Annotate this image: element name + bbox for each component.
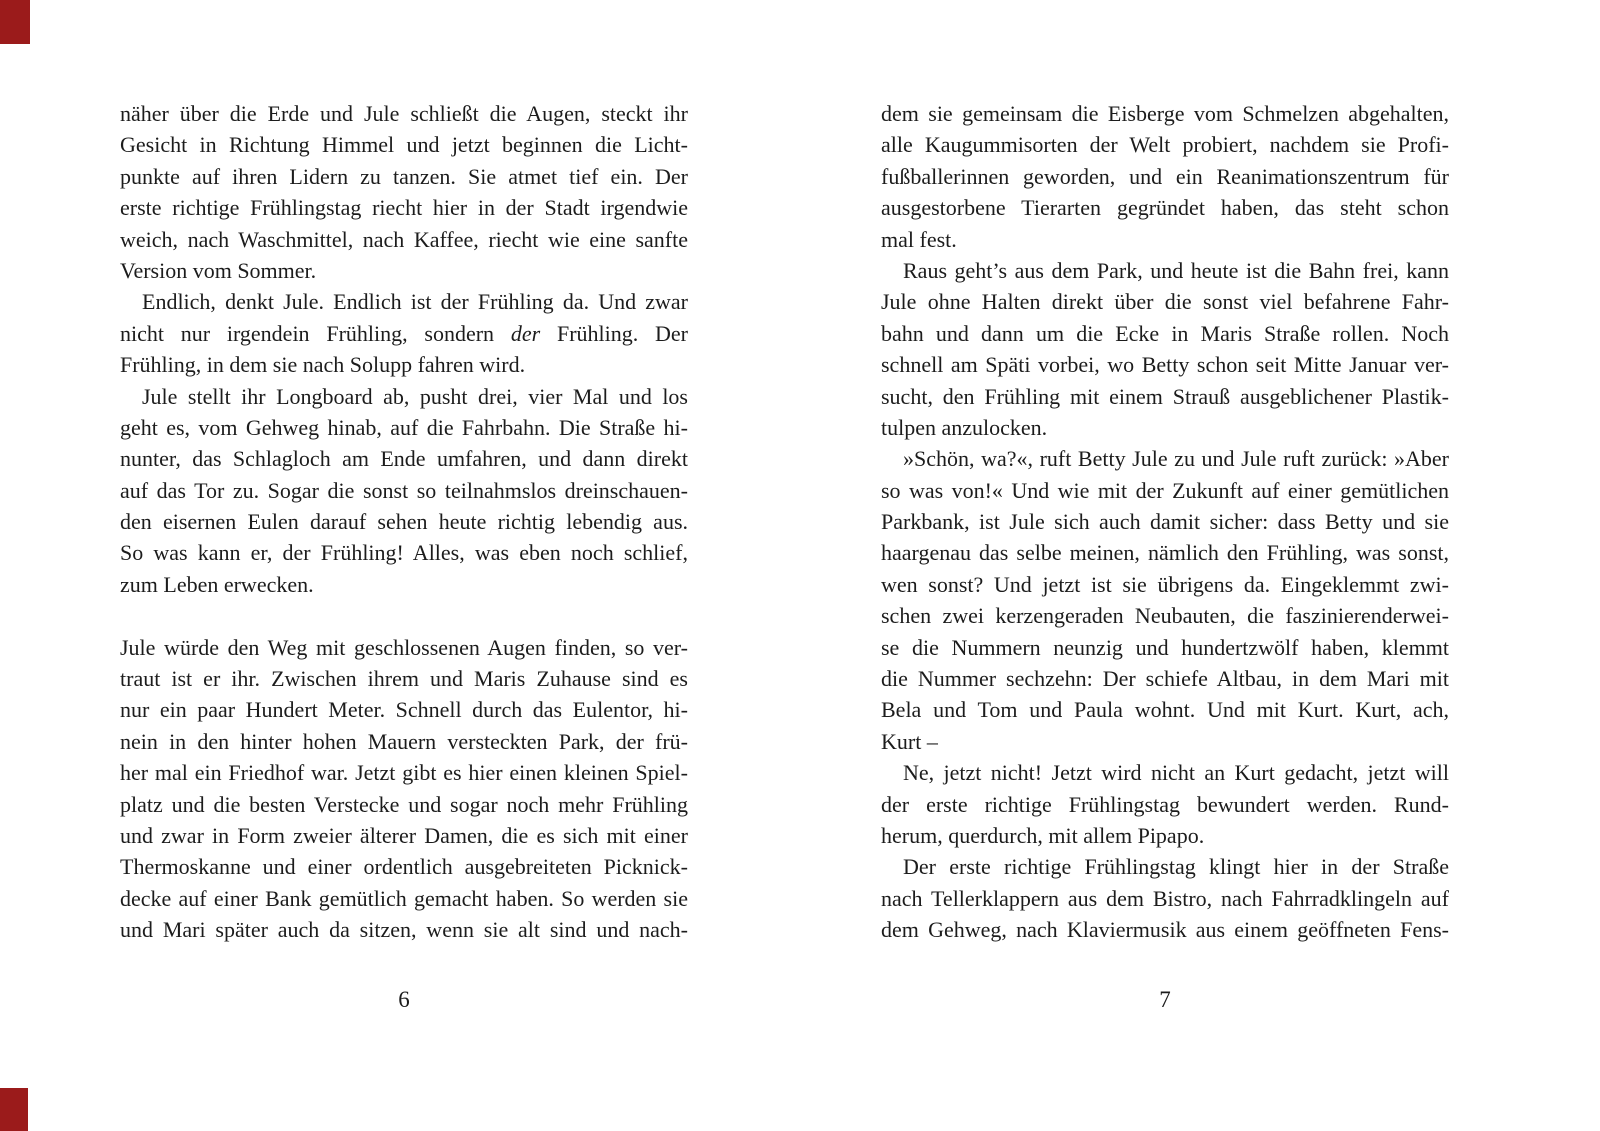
book-cover-corner-bottom [0, 1088, 28, 1131]
text-line: Version vom Sommer. [120, 257, 317, 283]
text-line: Kurt – [881, 728, 938, 754]
text-line: So was kann er, der Frühling! Alles, was eben noch schlief, [120, 540, 688, 566]
text-line: zum Leben erwecken. [120, 571, 314, 597]
text-line: alle Kaugummisorten der Welt probiert, nachdem sie Profi- [881, 132, 1449, 158]
text-line: haargenau das selbe meinen, nämlich den Frühling, was sonst, [881, 540, 1449, 566]
page-right [881, 98, 1449, 946]
text-line: nein in den hinter hohen Mauern versteckten Park, der frü- [120, 728, 688, 754]
text-line: und zwar in Form zweier älterer Damen, die es sich mit einer [120, 822, 688, 848]
text-line: Endlich, denkt Jule. Endlich ist der Frühling da. Und zwar [142, 289, 688, 315]
text-line: tulpen anzulocken. [881, 414, 1048, 440]
text-line: her mal ein Friedhof war. Jetzt gibt es hier einen kleinen Spiel- [120, 760, 688, 786]
text-line: Jule würde den Weg mit geschlossenen Augen finden, so ver- [120, 634, 688, 660]
page-number-left: 6 [398, 987, 410, 1012]
text-line: Thermoskanne und einer ordentlich ausgebreiteten Picknick- [120, 854, 688, 880]
paragraph-gap [120, 600, 688, 631]
text-line: auf das Tor zu. Sogar die sonst so teilnahmslos dreinschauen- [120, 477, 688, 503]
text-line: Jule stellt ihr Longboard ab, pusht drei, vier Mal und los [142, 383, 688, 409]
text-line: herum, querdurch, mit allem Pipapo. [881, 822, 1205, 848]
text-line: Jule ohne Halten direkt über die sonst viel befahrene Fahr- [881, 289, 1449, 315]
text-line: traut ist er ihr. Zwischen ihrem und Maris Zuhause sind es [120, 666, 688, 692]
text-line: wen sonst? Und jetzt ist sie übrigens da. Eingeklemmt zwi- [881, 571, 1449, 597]
text-line: so was von!« Und wie mit der Zukunft auf einer gemütlichen [881, 477, 1449, 503]
text-line: nunter, das Schlagloch am Ende umfahren, und dann direkt [120, 446, 688, 472]
page-right-text [881, 98, 1449, 946]
text-line: Parkbank, ist Jule sich auch damit sicher: dass Betty und sie [881, 509, 1449, 535]
text-line: punkte auf ihren Lidern zu tanzen. Sie atmet tief ein. Der [120, 163, 688, 189]
text-line: platz und die besten Verstecke und sogar noch mehr Frühling [120, 791, 688, 817]
text-line: bahn und dann um die Ecke in Maris Straße rollen. Noch [881, 320, 1449, 346]
text-line: mal fest. [881, 226, 957, 252]
text-line: decke auf einer Bank gemütlich gemacht haben. So werden sie [120, 885, 688, 911]
text-line: und Mari später auch da sitzen, wenn sie alt sind und nach- [120, 917, 688, 943]
text-line: fußballerinnen geworden, und ein Reanimationszentrum für [881, 163, 1449, 189]
page-left [120, 98, 688, 946]
text-line: nur ein paar Hundert Meter. Schnell durch das Eulentor, hi- [120, 697, 688, 723]
text-line: näher über die Erde und Jule schließt die Augen, steckt ihr [120, 101, 688, 126]
text-line: Raus geht’s aus dem Park, und heute ist die Bahn frei, kann [903, 257, 1449, 283]
text-line: »Schön, wa?«, ruft Betty Jule zu und Jule ruft zurück: »Aber [903, 446, 1449, 472]
text-line: den eisernen Eulen darauf sehen heute richtig lebendig aus. [120, 509, 688, 535]
text-line: dem Gehweg, nach Klaviermusik aus einem geöffneten Fens- [881, 917, 1449, 943]
page-number-right: 7 [1159, 987, 1171, 1012]
text-line: ausgestorbene Tierarten gegründet haben, das steht schon [881, 195, 1449, 221]
text-line: weich, nach Waschmittel, nach Kaffee, riecht wie eine sanfte [120, 226, 688, 252]
text-line: Ne, jetzt nicht! Jetzt wird nicht an Kurt gedacht, jetzt will [903, 760, 1449, 786]
text-line: die Nummer sechzehn: Der schiefe Altbau, in dem Mari mit [881, 666, 1449, 692]
text-line: nicht nur irgendein Frühling, sondern der Frühling. Der [120, 320, 688, 346]
text-line: erste richtige Frühlingstag riecht hier in der Stadt irgendwie [120, 195, 688, 221]
book-cover-corner-top [0, 0, 30, 44]
text-line: Gesicht in Richtung Himmel und jetzt beginnen die Licht- [120, 132, 688, 158]
text-line: schnell am Späti vorbei, wo Betty schon seit Mitte Januar ver- [881, 352, 1449, 378]
text-line: geht es, vom Gehweg hinab, auf die Fahrbahn. Die Straße hi- [120, 414, 688, 440]
text-line: schen zwei kerzengeraden Neubauten, die faszinierenderwei- [881, 603, 1449, 629]
text-line: Frühling, in dem sie nach Solupp fahren wird. [120, 352, 526, 378]
text-line: se die Nummern neunzig und hundertzwölf haben, klemmt [881, 634, 1449, 660]
text-line: Bela und Tom und Paula wohnt. Und mit Kurt. Kurt, ach, [881, 697, 1449, 723]
page-left-text [120, 98, 688, 946]
text-line: sucht, den Frühling mit einem Strauß ausgeblichener Plastik- [881, 383, 1449, 409]
text-line: der erste richtige Frühlingstag bewundert werden. Rund- [881, 791, 1449, 817]
text-line: Der erste richtige Frühlingstag klingt hier in der Straße [903, 854, 1449, 880]
text-line: dem sie gemeinsam die Eisberge vom Schmelzen abgehalten, [881, 101, 1449, 126]
text-line: nach Tellerklappern aus dem Bistro, nach Fahrradklingeln auf [881, 885, 1449, 911]
